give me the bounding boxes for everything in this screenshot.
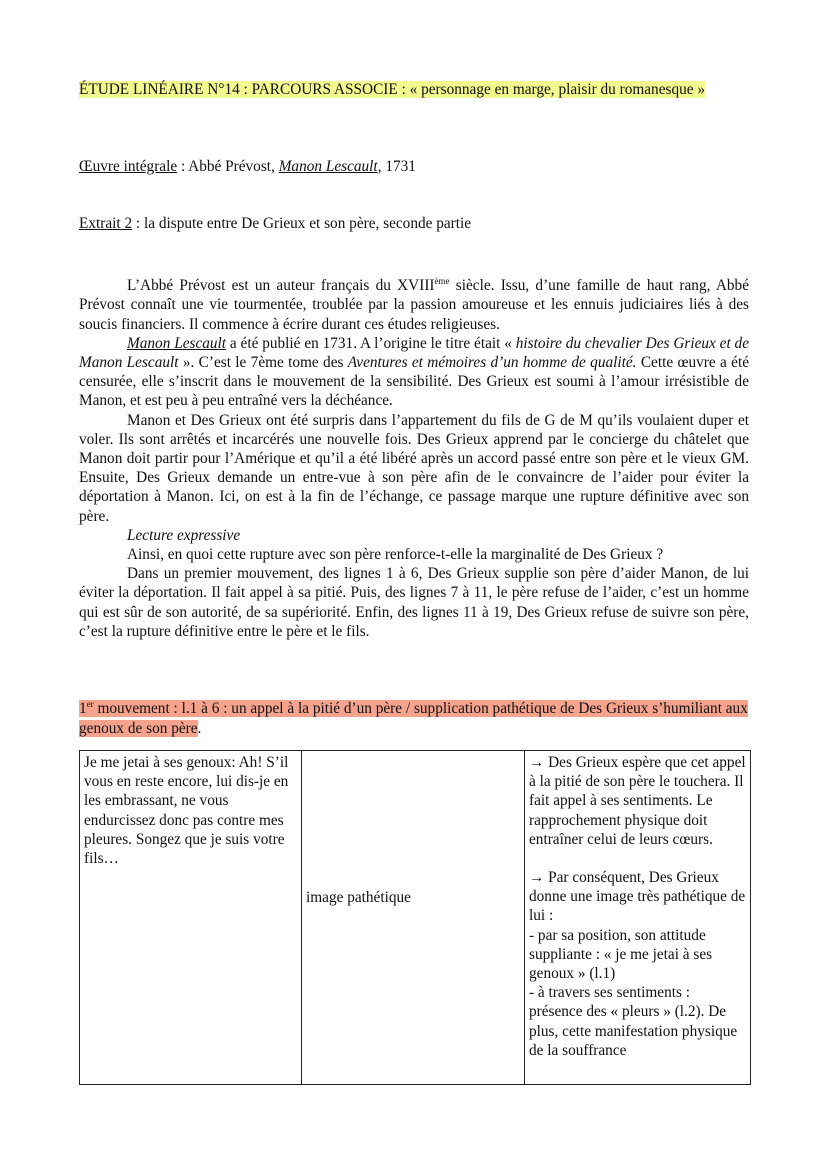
oeuvre-author: : Abbé Prévost,	[177, 158, 279, 175]
intro-p1-a: L’Abbé Prévost est un auteur français du XVIII	[127, 277, 435, 295]
quote-cell	[80, 751, 302, 1085]
intro-plan: Dans un premier mouvement, des lignes 1 à 6, Des Grieux supplie son père d’aider Manon, de lui éviter la déportation. Il fait appel à sa pitié. Puis, des lignes 7 à 11, le père refuse de l’aider, c’est un homme qui est sûr de son autorité, de sa supériorité. Enfin, des lignes 11 à 19, Des Grieux refuse de suivre son père, c’est la rupture définitive entre le père et le fils.	[79, 565, 749, 640]
page-title	[79, 80, 719, 100]
intro-p2-a: a été publié en 1731. A l’origine le titre était «	[226, 334, 516, 352]
intro-p2-book: Manon Lescault	[127, 334, 227, 352]
intro-p1-sup: ème	[434, 276, 450, 286]
title-highlight: ÉTUDE LINÉAIRE N°14 : PARCOURS ASSOCIE : « personnage en marge, plaisir du romanesque »	[79, 81, 706, 98]
figure-text: image pathétique	[306, 889, 411, 906]
intro-lecture: Lecture expressive	[127, 526, 241, 544]
intro-p2-c: Cette œuvre a été censurée, elle s’inscrit dans le mouvement de la sensibilité. Des Grieux est soumi à l’amour irrésistible de Manon, et est peu à peu entraîné vers la déchéance.	[79, 353, 749, 410]
table-row	[80, 751, 751, 1085]
quote-text: Je me jetai à ses genoux: Ah! S’il vous en reste encore, lui dis-je en les embrassant, ne vous endurcissez donc pas contre mes pleures. Songez que je suis votre fils…	[84, 754, 289, 868]
analysis-4: - à travers ses sentiments : présence des « pleurs » (l.2). De plus, cette manifestation physique de la souffrance	[529, 984, 738, 1059]
analysis-1: → Des Grieux espère que cet appel à la pitié de son père le touchera. Il fait appel à ses sentiments. Le rapprochement physique doit entraîner celui de leurs cœurs.	[529, 754, 746, 848]
movement-text: mouvement : l.1 à 6 : un appel à la pitié d’un père / supplication pathétique de Des Grieux s’humiliant aux genoux de son père	[79, 700, 748, 737]
oeuvre-book: Manon Lescault	[278, 158, 378, 175]
extrait-line	[79, 214, 471, 234]
analysis-3: - par sa position, son attitude suppliante : « je me jetai à ses genoux » (l.1)	[529, 926, 713, 983]
extrait-label: Extrait 2	[79, 215, 133, 232]
intro-paragraph-context: Manon et Des Grieux ont été surpris dans l’appartement du fils de G de M qu’ils voulaient duper et voler. Ils sont arrêtés et incarcérés une nouvelle fois. Des Grieux apprend par le concierge du châtelet que Manon doit partir pour l’Amérique et qu’il a été libéré après un accord passé entre son père et le vieux GM. Ensuite, Des Grieux demande un entre-vue à son père afin de le convaincre de l’aider pour éviter la déportation à Manon. Ici, on est à la fin de l’échange, ce passage marque une rupture définitive avec son père.	[79, 411, 749, 525]
intro-paragraph-work	[79, 334, 749, 411]
oeuvre-line	[79, 157, 416, 177]
analysis-2: → Par conséquent, Des Grieux donne une image très pathétique de lui :	[529, 869, 746, 925]
intro-paragraph-author	[79, 272, 749, 334]
oeuvre-label: Œuvre intégrale	[79, 158, 178, 175]
introduction	[79, 272, 749, 641]
extrait-text: : la dispute entre De Grieux et son père, seconde partie	[132, 215, 472, 232]
intro-problematique: Ainsi, en quoi cette rupture avec son père renforce-t-elle la marginalité de Des Grieux ?	[127, 545, 664, 563]
analysis-table	[79, 750, 751, 1085]
oeuvre-year: , 1731	[377, 158, 416, 175]
figure-cell	[302, 751, 525, 1085]
intro-p1-b: siècle. Issu, d’une famille de haut rang, Abbé Prévost connaît une vie tourmentée, troublée par la passion amoureuse et les ennuis judiciaires liés à des soucis financiers. Il commence à écrire durant ces études religieuses.	[79, 277, 749, 333]
intro-p2-it2: Aventures et mémoires d’un homme de qualité.	[347, 353, 637, 371]
movement-end: .	[197, 719, 202, 737]
movement-sup: er	[86, 699, 94, 709]
movement-highlight	[79, 700, 748, 737]
analysis-cell	[525, 751, 751, 1085]
intro-p2-b: ». C’est le 7ème tome des	[178, 353, 348, 371]
movement-heading	[79, 695, 759, 738]
movement-num: 1	[79, 700, 87, 718]
intro-p2-it1: histoire du chevalier Des Grieux et de Manon Lescault	[79, 334, 749, 371]
